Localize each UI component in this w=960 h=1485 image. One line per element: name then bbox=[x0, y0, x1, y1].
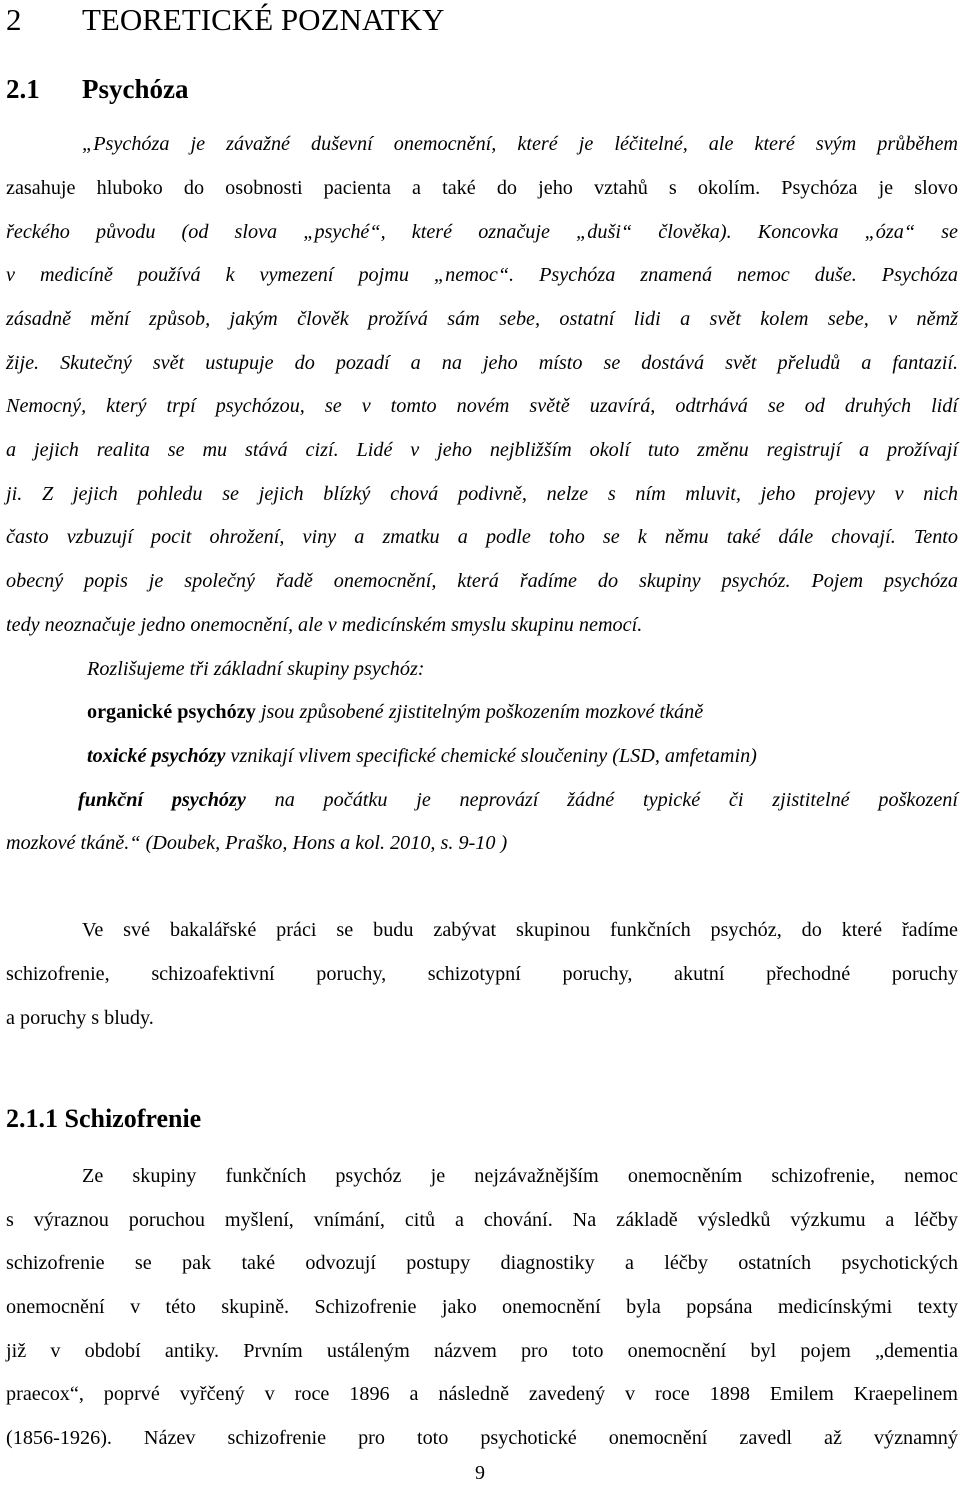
text-line: zásadně mění způsob, jakým člověk prožívá sám sebe, ostatní lidi a svět kolem sebe, v němž bbox=[6, 308, 958, 330]
text-line: „Psychóza je závažné duševní onemocnění, které je léčitelné, ale které svým průběhem bbox=[82, 133, 958, 155]
text-line: onemocnění v této skupině. Schizofrenie jako onemocnění byla popsána medicínskými texty bbox=[6, 1296, 958, 1318]
text-line: již v období antiky. Prvním ustáleným názvem pro toto onemocnění byl pojem „dementia bbox=[6, 1340, 958, 1362]
text-line: a jejich realita se mu stává cizí. Lidé v jeho nejbližším okolí tuto změnu registrují a prožívají bbox=[6, 439, 958, 461]
text-line: v medicíně používá k vymezení pojmu „nemoc“. Psychóza znamená nemoc duše. Psychóza bbox=[6, 264, 958, 286]
chapter-heading bbox=[6, 2, 445, 38]
list-item bbox=[87, 699, 703, 725]
page-number: 9 bbox=[475, 1462, 485, 1484]
text-line: Nemocný, který trpí psychózou, se v tomto novém světě uzavírá, odtrhává se od druhých lidí bbox=[6, 395, 958, 417]
section-number: 2.1 bbox=[6, 74, 40, 104]
text-line: žije. Skutečný svět ustupuje do pozadí a na jeho místo se dostává svět přeludů a fantazií. bbox=[6, 352, 958, 374]
text-line: praecox“, poprvé vyřčený v roce 1896 a následně zavedený v roce 1898 Emilem Kraepelinem bbox=[6, 1383, 958, 1405]
text-line: Ve své bakalářské práci se budu zabývat skupinou funkčních psychóz, do které řadíme bbox=[82, 919, 958, 941]
group-description: jsou způsobené zjistitelným poškozením mozkové tkáně bbox=[255, 701, 704, 723]
text-line: zasahuje hluboko do osobnosti pacienta a také do jeho vztahů s okolím. Psychóza je slovo bbox=[6, 177, 958, 199]
subsection-heading bbox=[6, 1104, 201, 1134]
chapter-number: 2 bbox=[6, 2, 22, 37]
text-line: Rozlišujeme tři základní skupiny psychóz: bbox=[87, 658, 425, 680]
chapter-title: TEORETICKÉ POZNATKY bbox=[82, 2, 445, 37]
text-line: schizofrenie, schizoafektivní poruchy, schizotypní poruchy, akutní přechodné poruchy bbox=[6, 963, 958, 985]
group-term: funkční psychózy bbox=[78, 789, 246, 811]
group-description: vznikají vlivem specifické chemické sloučeniny (LSD, amfetamin) bbox=[225, 745, 757, 767]
section-title: Psychóza bbox=[82, 74, 189, 104]
list-item bbox=[87, 743, 757, 769]
group-description: na počátku je neprovází žádné typické či zjistitelné poškození bbox=[245, 789, 959, 811]
text-line: tedy neoznačuje jedno onemocnění, ale v medicínském smyslu skupinu nemocí. bbox=[6, 614, 643, 636]
text-line: řeckého původu (od slova „psyché“, které označuje „duši“ člověka). Koncovka „óza“ se bbox=[6, 221, 958, 243]
group-term: organické psychózy bbox=[87, 701, 256, 723]
text-line: s výraznou poruchou myšlení, vnímání, citů a chování. Na základě výsledků výzkumu a léčby bbox=[6, 1209, 958, 1231]
group-term: toxické psychózy bbox=[87, 745, 226, 767]
text-line: schizofrenie se pak také odvozují postupy diagnostiky a léčby ostatních psychotických bbox=[6, 1252, 958, 1274]
list-item bbox=[78, 787, 958, 813]
text-line: (1856-1926). Název schizofrenie pro toto psychotické onemocnění zavedl až významný bbox=[6, 1427, 958, 1449]
text-line: často vzbuzují pocit ohrožení, viny a zmatku a podle toho se k němu také dále chovají. Tento bbox=[6, 526, 958, 548]
citation-line: mozkové tkáně.“ (Doubek, Praško, Hons a kol. 2010, s. 9-10 ) bbox=[6, 832, 508, 854]
section-heading bbox=[6, 74, 188, 105]
subsection-title: Schizofrenie bbox=[64, 1104, 202, 1133]
text-line: Ze skupiny funkčních psychóz je nejzávažnějším onemocněním schizofrenie, nemoc bbox=[82, 1165, 958, 1187]
text-line: obecný popis je společný řadě onemocnění, která řadíme do skupiny psychóz. Pojem psychóza bbox=[6, 570, 958, 592]
text-line: a poruchy s bludy. bbox=[6, 1007, 154, 1029]
subsection-number: 2.1.1 bbox=[6, 1104, 58, 1133]
text-line: ji. Z jejich pohledu se jejich blízký chová podivně, nelze s ním mluvit, jeho projevy v nich bbox=[6, 483, 958, 505]
